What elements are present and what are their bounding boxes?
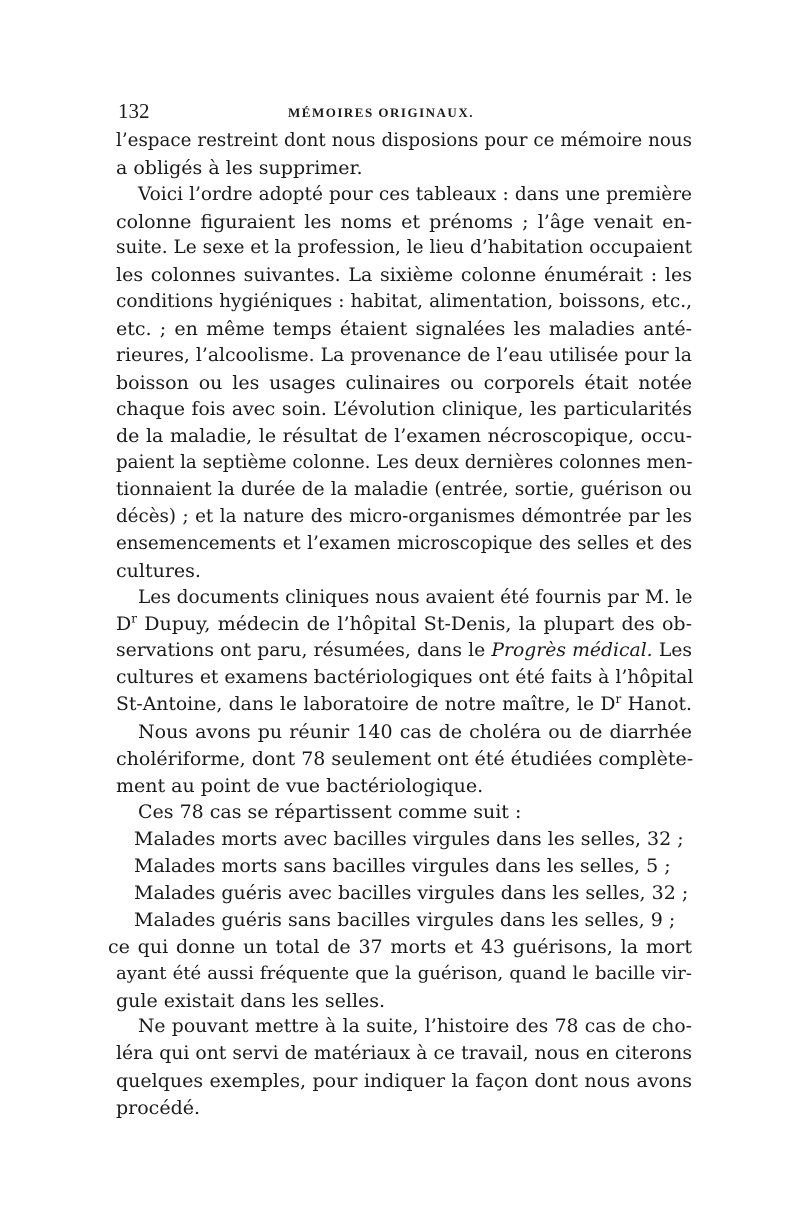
list-item: Malades morts sans bacilles virgules dans les selles, 5 ;: [134, 855, 671, 878]
text-line: quelques exemples, pour indiquer la façon dont nous avons: [116, 1070, 692, 1093]
text-line: [116, 638, 692, 665]
page-number: 132: [118, 99, 150, 123]
page-header: [118, 96, 690, 126]
text-line: gule existait dans les selles.: [116, 989, 386, 1012]
text-line: ayant été aussi fréquente que la guérison, quand le bacille vir-: [116, 962, 692, 984]
text-line: procédé.: [116, 1096, 201, 1119]
running-title: MÉMOIRES ORIGINAUX.: [288, 105, 474, 120]
paragraph-start: Ces 78 cas se répartissent comme suit :: [138, 801, 522, 824]
text-line: conditions hygiéniques : habitat, alimentation, boissons, etc.,: [116, 291, 692, 313]
paragraph-start: Les documents cliniques nous avaient été fournis par M. le: [138, 586, 693, 608]
text-line: cultures.: [116, 559, 201, 582]
text-line: décès) ; et la nature des micro-organismes démontrée par les: [116, 506, 692, 528]
body-text: [108, 128, 694, 1122]
text-fragment: D: [116, 613, 132, 636]
list-item: Malades guéris avec bacilles virgules dans les selles, 32 ;: [134, 882, 689, 905]
text-line: [116, 611, 692, 638]
text-fragment: Dupuy, médecin de l’hôpital St-Denis, la plupart des ob-: [136, 613, 692, 636]
text-line: ment au point de vue bactériologique.: [116, 774, 484, 797]
text-line: de la maladie, le résultat de l’examen nécroscopique, occu-: [116, 425, 692, 448]
superscript: r: [131, 612, 137, 627]
text-line: paient la septième colonne. Les deux dernières colonnes men-: [116, 452, 693, 474]
text-line: suite. Le sexe et la profession, le lieu d’habitation occupaient: [116, 237, 693, 259]
list-item: Malades morts avec bacilles virgules dans les selles, 32 ;: [134, 828, 684, 851]
paragraph-start: Ne pouvant mettre à la suite, l’histoire des 78 cas de cho-: [138, 1016, 692, 1038]
superscript: r: [615, 691, 622, 706]
text-line: cholériforme, dont 78 seulement ont été étudiées complète-: [116, 747, 694, 770]
text-line: tionnaient la durée de la maladie (entrée, sortie, guérison ou: [116, 479, 692, 501]
text-fragment: Les: [652, 640, 693, 662]
text-line: les colonnes suivantes. La sixième colonne énumérait : les: [116, 264, 692, 287]
text-line: cultures et examens bactériologiques ont été faits à l’hôpital: [116, 667, 694, 689]
text-line: boisson ou les usages culinaires ou corporels était notée: [116, 371, 692, 394]
text-fragment: Hanot.: [621, 694, 692, 716]
text-line: etc. ; en même temps étaient signalées les maladies anté-: [116, 318, 692, 341]
text-line: rieures, l’alcoolisme. La provenance de l’eau utilisée pour la: [116, 344, 692, 366]
list-item: Malades guéris sans bacilles virgules dans les selles, 9 ;: [134, 908, 676, 931]
text-line: a obligés à les supprimer.: [116, 156, 363, 179]
italic-title: Progrès médical.: [491, 640, 653, 662]
paragraph-start: Nous avons pu réunir 140 cas de choléra ou de diarrhée: [138, 720, 692, 743]
paragraph-start: Voici l’ordre adopté pour ces tableaux : dans une première: [138, 183, 692, 205]
text-line: ce qui donne un total de 37 morts et 43 guérisons, la mort: [108, 935, 692, 958]
text-fragment: St-Antoine, dans le laboratoire de notre maître, le D: [116, 694, 616, 716]
text-line: l’espace restreint dont nous disposions pour ce mémoire nous: [116, 130, 692, 151]
text-line: léra qui ont servi de matériaux à ce travail, nous en citerons: [116, 1043, 692, 1065]
text-line: chaque fois avec soin. L’évolution clinique, les particularités: [116, 398, 692, 420]
text-line: colonne figuraient les noms et prénoms ; l’âge venait en-: [116, 210, 692, 233]
text-fragment: servations ont paru, résumées, dans le: [116, 640, 492, 662]
text-line: ensemencements et l’examen microscopique des selles et des: [116, 532, 692, 554]
text-line: [116, 692, 692, 719]
